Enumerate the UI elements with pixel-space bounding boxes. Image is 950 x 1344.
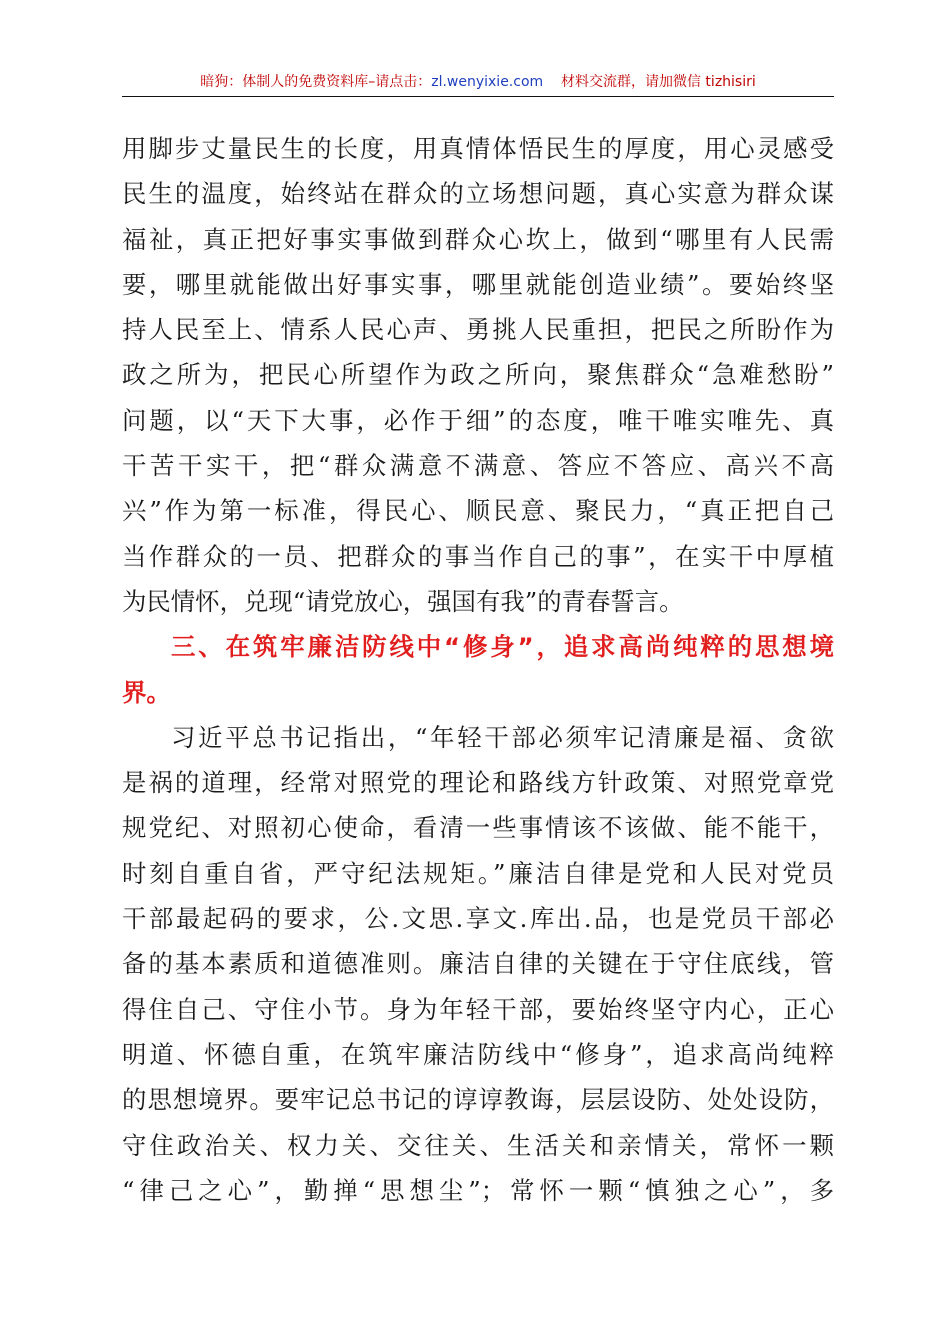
paragraph1-line: 政之所为，把民心所望作为政之所向，聚焦群众“急难愁盼” xyxy=(122,360,834,390)
document-body xyxy=(122,126,834,1213)
paragraph2-line: 规党纪、对照初心使命，看清一些事情该不该做、能不能干， xyxy=(122,813,834,843)
paragraph2-line: 的思想境界。要牢记总书记的谆谆教诲，层层设防、处处设防， xyxy=(122,1085,834,1115)
header-contact: 材料交流群，请加微信 tizhisiri xyxy=(560,74,756,90)
paragraph1-line: 用脚步丈量民生的长度，用真情体悟民生的厚度，用心灵感受 xyxy=(122,134,834,163)
paragraph1-line: 福祉，真正把好事实事做到群众心坎上，做到“哪里有人民需 xyxy=(122,224,834,254)
paragraph1-line: 民生的温度，始终站在群众的立场想问题，真心实意为群众谋 xyxy=(122,179,834,209)
page-header xyxy=(122,72,834,92)
paragraph2-line: 得住自己、守住小节。身为年轻干部，要始终坚守内心，正心 xyxy=(122,994,834,1024)
paragraph2-line: 守住政治关、权力关、交往关、生活关和亲情关，常怀一颗 xyxy=(122,1130,834,1160)
paragraph2-line: 备的基本素质和道德准则。廉洁自律的关键在于守住底线，管 xyxy=(122,949,834,979)
paragraph2-line: “律己之心”，勤掸“思想尘”；常怀一颗“慎独之心”，多 xyxy=(122,1175,834,1205)
paragraph2-line: 明道、怀德自重，在筑牢廉洁防线中“修身”，追求高尚纯粹 xyxy=(122,1039,834,1069)
paragraph1-line: 持人民至上、情系人民心声、勇挑人民重担，把民之所盼作为 xyxy=(122,315,834,345)
paragraph2-line: 干部最起码的要求，公.文思.享文.库出.品，也是党员干部必 xyxy=(122,904,834,934)
paragraph2-line: 习近平总书记指出，“年轻干部必须牢记清廉是福、贪欲 xyxy=(171,722,834,752)
header-url-link[interactable]: zl.wenyixie.com xyxy=(431,74,544,90)
section-heading: 三、在筑牢廉洁防线中“修身”，追求高尚纯粹的思想境 xyxy=(171,632,834,662)
header-divider xyxy=(122,96,834,97)
paragraph1-line: 要，哪里就能做出好事实事，哪里就能创造业绩”。要始终坚 xyxy=(122,269,834,299)
paragraph2-line: 时刻自重自省，严守纪法规矩。”廉洁自律是党和人民对党员 xyxy=(122,858,834,888)
header-site-name: 暗狗：体制人的免费资料库 xyxy=(200,74,369,90)
section-heading: 界。 xyxy=(122,677,171,707)
paragraph1-line: 当作群众的一员、把群众的事当作自己的事”，在实干中厚植 xyxy=(122,541,834,571)
paragraph1-line: 问题，以“天下大事，必作于细”的态度，唯干唯实唯先、真 xyxy=(122,405,834,435)
paragraph1-line: 为民情怀，兑现“请党放心，强国有我”的青春誓言。 xyxy=(122,586,684,616)
paragraph1-line: 兴”作为第一标准，得民心、顺民意、聚民力，“真正把自己 xyxy=(122,496,834,526)
paragraph2-line: 是祸的道理，经常对照党的理论和路线方针政策、对照党章党 xyxy=(122,768,834,798)
header-link-prompt: –请点击： xyxy=(368,74,432,90)
paragraph1-line: 干苦干实干，把“群众满意不满意、答应不答应、高兴不高 xyxy=(122,451,834,481)
